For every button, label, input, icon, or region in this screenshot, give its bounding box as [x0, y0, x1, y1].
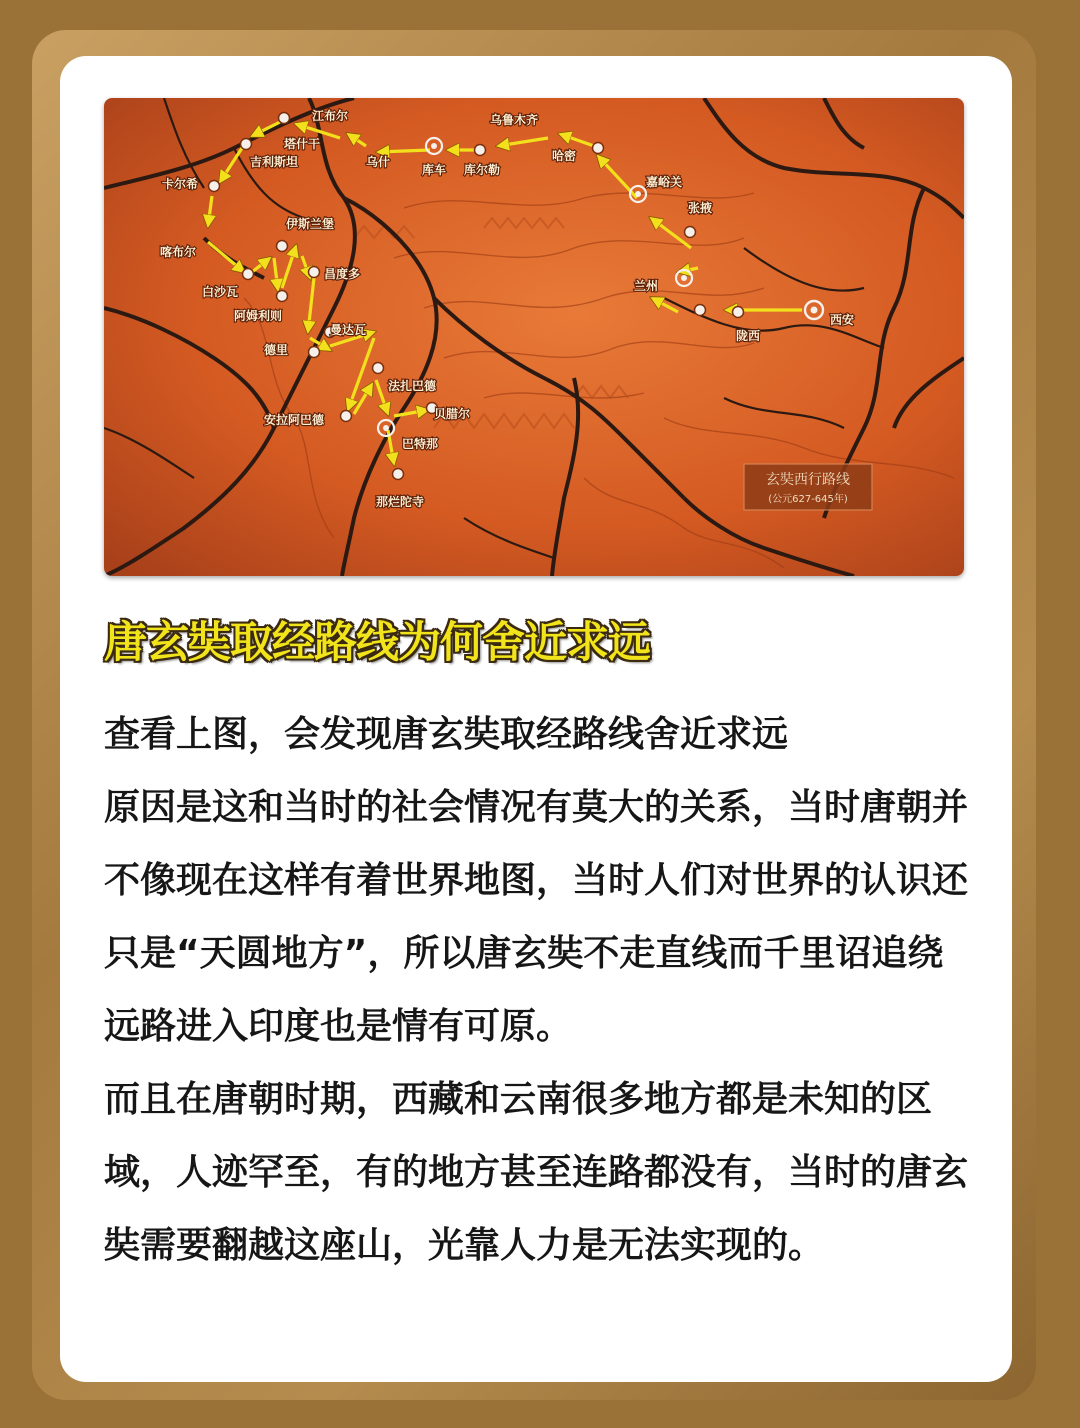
place-label: 吉利斯坦 — [250, 155, 299, 169]
place-label: 库尔勒 — [464, 163, 501, 177]
route-map — [104, 98, 964, 576]
place-label: 哈密 — [552, 149, 577, 163]
place-label: 乌什 — [366, 155, 391, 169]
place-label: 昌度多 — [324, 267, 361, 281]
place-label: 乌鲁木齐 — [490, 113, 539, 127]
place-label: 嘉峪关 — [646, 175, 683, 189]
place-label: 那烂陀寺 — [376, 495, 425, 509]
place-label: 陇西 — [736, 329, 761, 343]
place-label: 张掖 — [688, 201, 713, 215]
paragraph-2: 原因是这和当时的社会情况有莫大的关系，当时唐朝并不像现在这样有着世界地图，当时人们对世界的认识还只是“天圆地方”，所以唐玄奘不走直线而千里诏追绕远路进入印度也是情有可原。 — [104, 787, 969, 1047]
place-label: 安拉阿巴德 — [264, 413, 325, 427]
paragraph-1: 查看上图，会发现唐玄奘取经路线舍近求远 — [104, 714, 789, 755]
place-label: 曼达瓦 — [330, 323, 367, 337]
place-label: 伊斯兰堡 — [286, 217, 335, 231]
place-label: 塔什干 — [284, 137, 321, 151]
place-label: 阿姆利则 — [234, 309, 283, 323]
place-label: 兰州 — [634, 279, 659, 293]
legend-subtitle: (公元627-645年) — [768, 494, 848, 505]
place-label: 德里 — [264, 343, 289, 357]
place-label: 库车 — [422, 163, 447, 177]
article-body — [104, 698, 970, 1282]
legend-title: 玄奘西行路线 — [766, 472, 850, 488]
paragraph-3: 而且在唐朝时期，西藏和云南很多地方都是未知的区域，人迹罕至，有的地方甚至连路都没有，当时的唐玄奘需要翻越这座山，光靠人力是无法实现的。 — [104, 1079, 969, 1266]
place-label: 法扎巴德 — [388, 379, 437, 393]
place-label: 巴特那 — [402, 437, 439, 451]
place-label: 西安 — [830, 313, 855, 327]
article-title: 唐玄奘取经路线为何舍近求远 — [104, 618, 650, 668]
place-label: 卡尔希 — [162, 177, 199, 191]
place-label: 喀布尔 — [160, 245, 197, 259]
place-label: 白沙瓦 — [202, 285, 239, 299]
place-label: 贝腊尔 — [434, 407, 471, 421]
map-legend — [744, 464, 872, 510]
place-label: 江布尔 — [312, 109, 349, 123]
route-map-svg — [104, 98, 964, 576]
